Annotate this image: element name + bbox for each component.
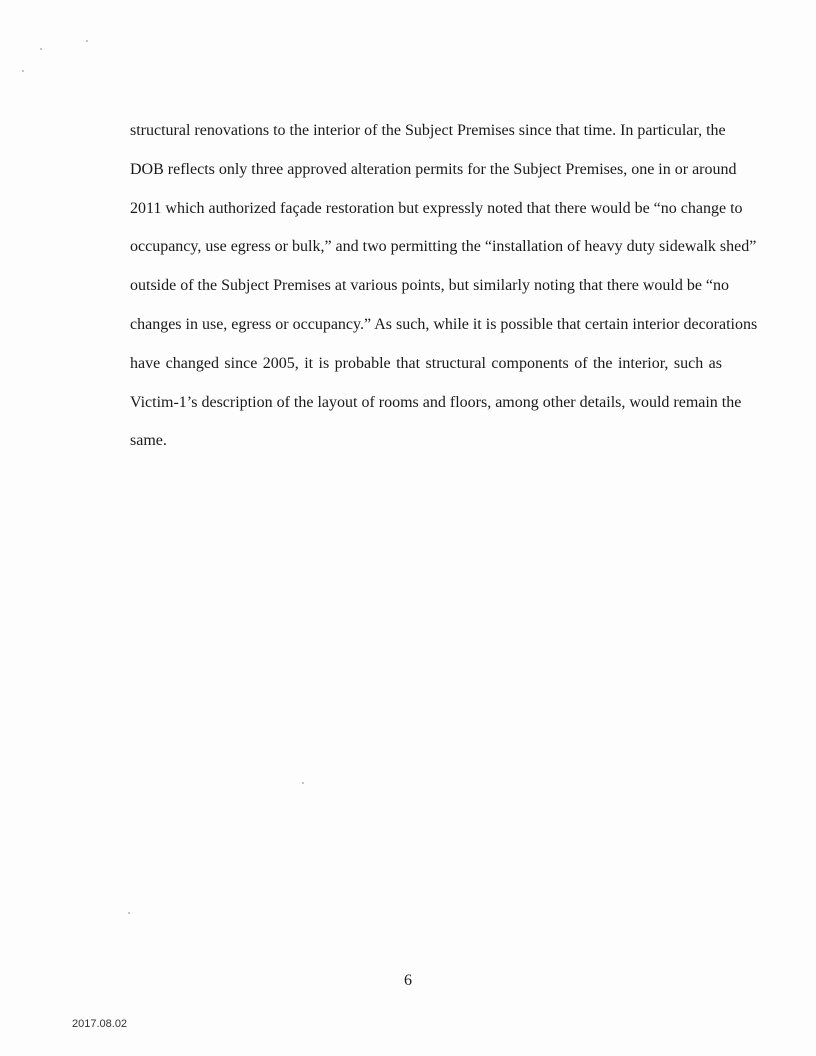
page-number: 6	[404, 972, 412, 989]
paragraph-line: 2011 which authorized façade restoration but expressly noted that there would be “no change to	[130, 199, 743, 217]
scan-speck	[40, 48, 42, 50]
paragraph-line: same.	[130, 432, 167, 450]
scan-speck	[86, 40, 88, 42]
paragraph-line: outside of the Subject Premises at various points, but similarly noting that there would be “no	[130, 277, 730, 295]
paragraph-line: changes in use, egress or occupancy.” As such, while it is possible that certain interior decorations	[130, 315, 758, 333]
scan-speck	[128, 912, 130, 914]
scan-speck	[302, 782, 304, 784]
footer-date: 2017.08.02	[72, 1018, 128, 1030]
paragraph-line: DOB reflects only three approved alteration permits for the Subject Premises, one in or around	[130, 160, 737, 178]
scan-speck	[22, 70, 24, 72]
paragraph-line: have changed since 2005, it is probable that structural components of the interior, such as	[130, 354, 722, 372]
paragraph-line: Victim-1’s description of the layout of rooms and floors, among other details, would remain the	[130, 393, 742, 411]
body-paragraph	[130, 112, 758, 461]
paragraph-line: occupancy, use egress or bulk,” and two permitting the “installation of heavy duty sidewalk shed”	[130, 238, 757, 256]
paragraph-line: structural renovations to the interior of the Subject Premises since that time. In particular, the	[130, 122, 726, 139]
